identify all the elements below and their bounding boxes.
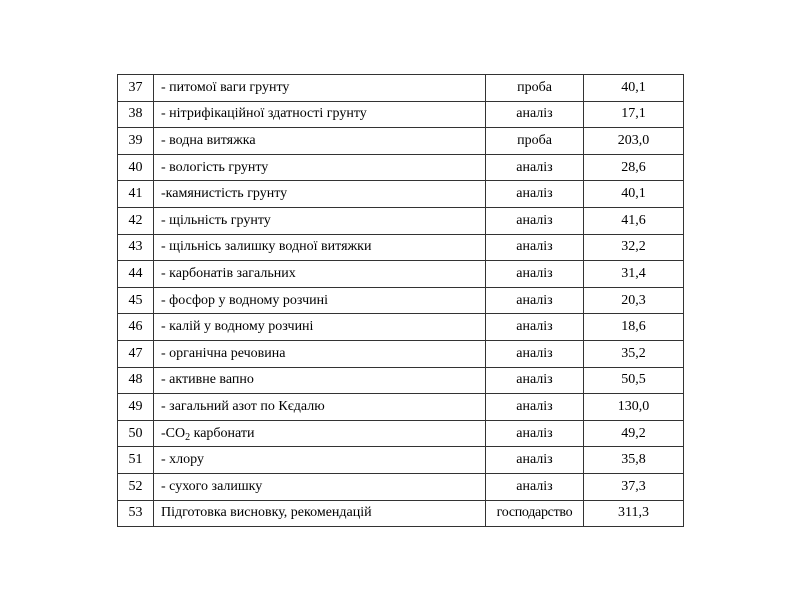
price-value: 17,1 (584, 101, 684, 128)
row-number: 39 (118, 128, 154, 155)
price-value: 18,6 (584, 314, 684, 341)
unit: аналіз (486, 287, 584, 314)
unit: аналіз (486, 154, 584, 181)
row-number: 52 (118, 473, 154, 500)
service-name: - фосфор у водному розчині (154, 287, 486, 314)
service-name-prefix: -CO (161, 425, 186, 441)
unit: проба (486, 75, 584, 102)
table-row (118, 128, 684, 155)
unit: аналіз (486, 447, 584, 474)
row-number: 49 (118, 394, 154, 421)
service-name-suffix: карбонати (190, 425, 255, 441)
price-value: 28,6 (584, 154, 684, 181)
row-number: 51 (118, 447, 154, 474)
price-value: 40,1 (584, 181, 684, 208)
service-name (154, 420, 486, 447)
row-number: 53 (118, 500, 154, 527)
service-name: - карбонатів загальних (154, 261, 486, 288)
service-name: - активне вапно (154, 367, 486, 394)
service-name: - водна витяжка (154, 128, 486, 155)
price-value: 130,0 (584, 394, 684, 421)
table-row (118, 101, 684, 128)
table-row (118, 287, 684, 314)
table-row (118, 207, 684, 234)
unit: аналіз (486, 261, 584, 288)
service-name: - хлору (154, 447, 486, 474)
table-row (118, 367, 684, 394)
row-number: 37 (118, 75, 154, 102)
unit: господарство (486, 500, 584, 527)
price-value: 32,2 (584, 234, 684, 261)
price-value: 50,5 (584, 367, 684, 394)
service-name: - вологість грунту (154, 154, 486, 181)
table-row (118, 181, 684, 208)
service-name: - органічна речовина (154, 340, 486, 367)
service-name: - калій у водному розчині (154, 314, 486, 341)
price-value: 49,2 (584, 420, 684, 447)
table-row (118, 234, 684, 261)
table-row (118, 394, 684, 421)
row-number: 44 (118, 261, 154, 288)
price-table-body (118, 75, 684, 527)
unit: аналіз (486, 367, 584, 394)
service-name: -камянистість грунту (154, 181, 486, 208)
unit: аналіз (486, 394, 584, 421)
unit: проба (486, 128, 584, 155)
unit: аналіз (486, 473, 584, 500)
table-row (118, 261, 684, 288)
unit: аналіз (486, 181, 584, 208)
price-value: 20,3 (584, 287, 684, 314)
price-value: 35,2 (584, 340, 684, 367)
subscript: 2 (185, 431, 191, 443)
price-value: 311,3 (584, 500, 684, 527)
unit: аналіз (486, 420, 584, 447)
unit: аналіз (486, 207, 584, 234)
unit: аналіз (486, 234, 584, 261)
service-name: - щільність грунту (154, 207, 486, 234)
row-number: 38 (118, 101, 154, 128)
service-name: - щільнісь залишку водної витяжки (154, 234, 486, 261)
row-number: 48 (118, 367, 154, 394)
unit: аналіз (486, 314, 584, 341)
price-value: 203,0 (584, 128, 684, 155)
table-row (118, 473, 684, 500)
row-number: 45 (118, 287, 154, 314)
row-number: 43 (118, 234, 154, 261)
row-number: 50 (118, 420, 154, 447)
price-value: 40,1 (584, 75, 684, 102)
service-name: Підготовка висновку, рекомендацій (154, 500, 486, 527)
unit: аналіз (486, 101, 584, 128)
price-value: 41,6 (584, 207, 684, 234)
table-row (118, 500, 684, 527)
unit: аналіз (486, 340, 584, 367)
row-number: 46 (118, 314, 154, 341)
table-row (118, 75, 684, 102)
price-value: 37,3 (584, 473, 684, 500)
price-value: 35,8 (584, 447, 684, 474)
table-row (118, 447, 684, 474)
service-name: - питомої ваги грунту (154, 75, 486, 102)
table-row (118, 314, 684, 341)
row-number: 42 (118, 207, 154, 234)
service-name: - сухого залишку (154, 473, 486, 500)
row-number: 40 (118, 154, 154, 181)
row-number: 41 (118, 181, 154, 208)
price-value: 31,4 (584, 261, 684, 288)
table-row (118, 340, 684, 367)
row-number: 47 (118, 340, 154, 367)
table-row (118, 154, 684, 181)
service-name: - загальний азот по Кєдалю (154, 394, 486, 421)
service-name: - нітрифікаційної здатності грунту (154, 101, 486, 128)
price-table (117, 74, 684, 527)
table-row (118, 420, 684, 447)
